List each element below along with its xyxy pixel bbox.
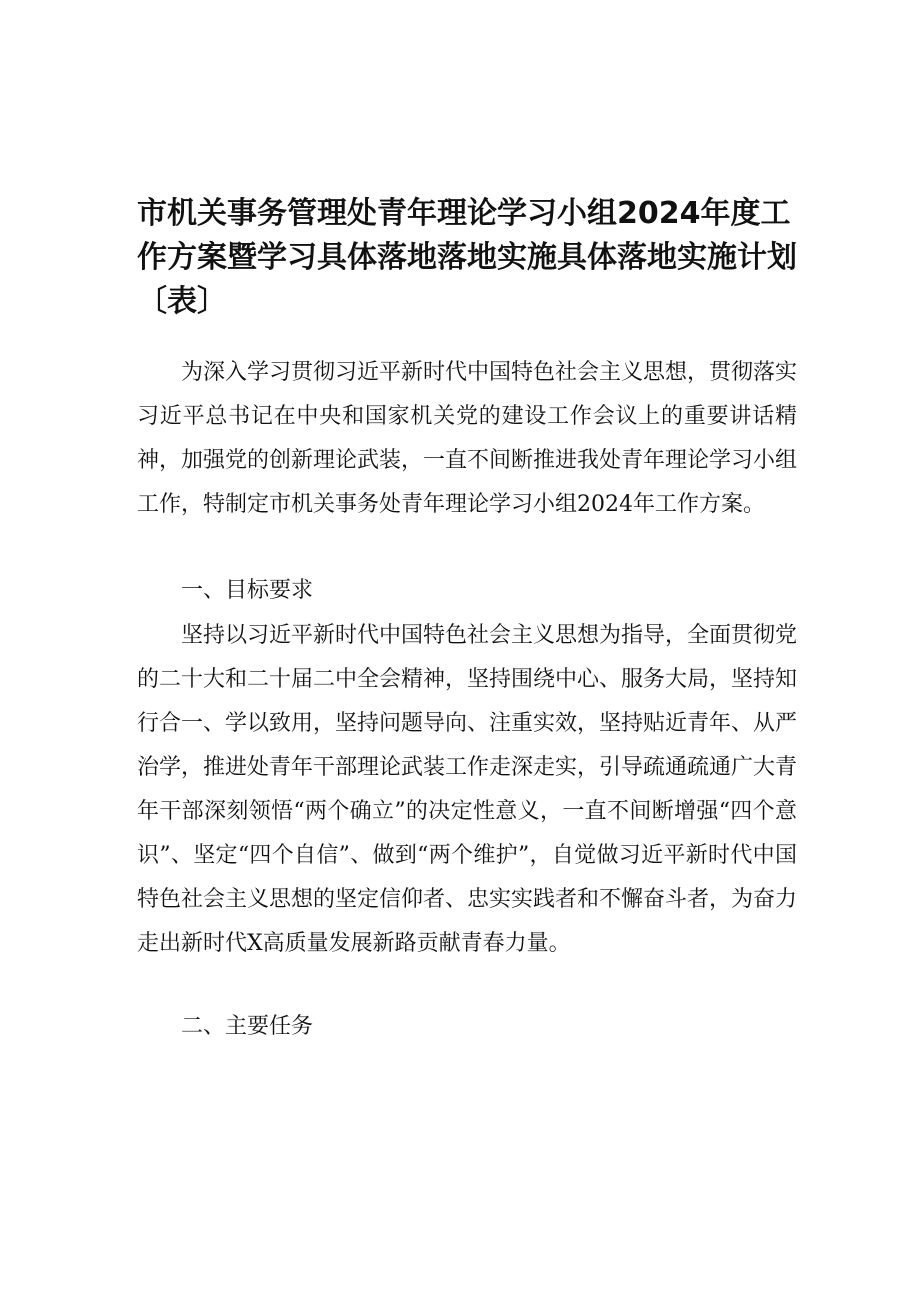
intro-paragraph: 为深入学习贯彻习近平新时代中国特色社会主义思想，贯彻落实习近平总书记在中央和国家机关党的建设工作会议上的重要讲话精神，加强党的创新理论武装，一直不间断推进我处青年理论学习小组工作，特制定市机关事务处青年理论学习小组2024年工作方案。: [137, 360, 798, 517]
section-heading-goals: 一、目标要求: [181, 578, 314, 603]
section-heading-tasks: 二、主要任务: [181, 1014, 314, 1039]
goals-paragraph: 坚持以习近平新时代中国特色社会主义思想为指导，全面贯彻党的二十大和二十届二中全会精神，坚持围绕中心、服务大局，坚持知行合一、学以致用，坚持问题导向、注重实效，坚持贴近青年、从严治学，推进处青年干部理论武装工作走深走实，引导疏通疏通广大青年干部深刻领悟“两个确立”的决定性意义，一直不间断增强“四个意识”、坚定“四个自信”、做到“两个维护”，自觉做习近平新时代中国特色社会主义思想的坚定信仰者、忠实实践者和不懈奋斗者，为奋力走出新时代X高质量发展新路贡献青春力量。: [137, 623, 798, 956]
document-title: 市机关事务管理处青年理论学习小组2024年度工作方案暨学习具体落地落地实施具体落地实施计划〔表〕: [137, 196, 797, 319]
